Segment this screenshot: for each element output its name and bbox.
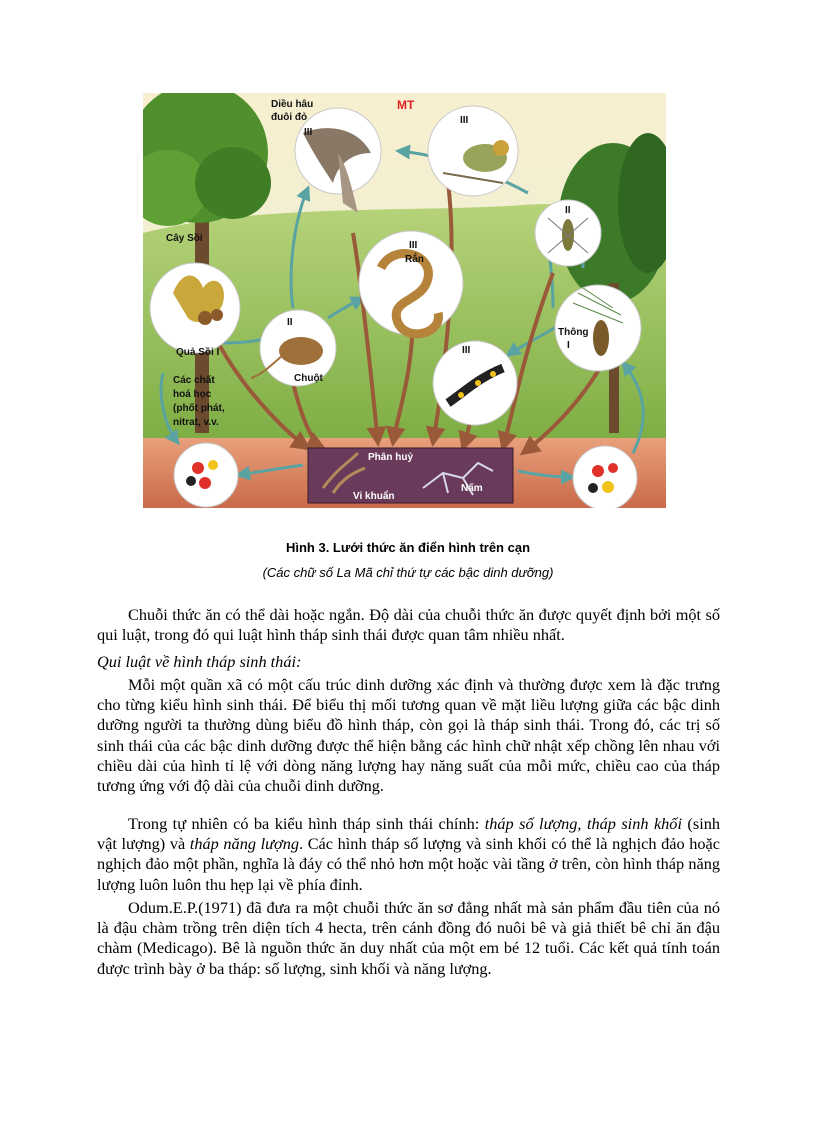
bird-level: III xyxy=(460,115,469,126)
p3-part-a: Trong tự nhiên có ba kiểu hình tháp sinh thái chính: xyxy=(128,814,485,833)
hawk-level: III xyxy=(304,127,313,138)
section-heading: Qui luật về hình tháp sinh thái: xyxy=(97,652,302,671)
paragraph-1-text: Chuỗi thức ăn có thể dài hoặc ngắn. Độ dài của chuỗi thức ăn được quyết định bởi một số qui luật, trong đó qui luật hình tháp sinh thái được quan tâm nhiều nhất. xyxy=(97,605,720,645)
pine-label: Thông xyxy=(558,327,589,338)
p3-term-number-pyramid: tháp số lượng xyxy=(484,814,578,833)
section-heading-block xyxy=(97,652,720,672)
chemicals-label-3: (phốt phát, xyxy=(173,403,225,414)
insect-level: II xyxy=(565,205,571,216)
p3-term-energy-pyramid: tháp năng lượng xyxy=(189,834,299,854)
food-web-illustration xyxy=(143,93,666,508)
chemicals-left-circle xyxy=(174,443,238,507)
hawk-label-2: đuôi đỏ xyxy=(271,112,308,123)
figure-caption-title: Hình 3. Lưới thức ăn điển hình trên cạn xyxy=(285,540,531,555)
paragraph-4 xyxy=(97,898,720,979)
pine-level: I xyxy=(567,340,570,351)
acorn-label: Quả Sồi I xyxy=(176,347,220,358)
snake-label: Rắn xyxy=(405,254,424,265)
food-web-figure xyxy=(143,93,666,508)
paragraph-2-text: Mỗi một quần xã có một cấu trúc dinh dưỡng xác định và thường được xem là đặc trưng cho từng kiểu hình sinh thái. Để biểu thị mối tương quan về mặt liều lượng giữa các bậc dinh dưỡng người ta thường dùng biểu đồ hình tháp, còn gọi là tháp sinh thái. Trong đó, các trị số sinh thái của các bậc dinh dưỡng được thể hiện bằng các hình chữ nhật xếp chồng lên nhau với chiều dài của hình tỉ lệ với dòng năng lượng hay năng suất của mỗi mức, chiều cao của tháp tương ứng với độ dài của chuỗi dinh dưỡng. xyxy=(97,675,720,796)
salamander-circle xyxy=(433,341,517,425)
oak-tree-label: Cây Sồi xyxy=(166,233,203,244)
mouse-label: Chuột xyxy=(294,373,323,384)
paragraph-3-text xyxy=(97,814,720,895)
oak-leaf-circle xyxy=(150,263,240,353)
mouse-level: II xyxy=(287,317,293,328)
paragraph-2 xyxy=(97,675,720,796)
p3-term-biomass-pyramid: tháp sinh khối xyxy=(586,814,682,833)
p3-part-d: . Các hình tháp số lượng và sinh khối có thể là nghịch đảo hoặc nghịch đảo một phần, nghĩa là đáy có thể nhỏ hơn một hoặc vài tầng ở trên, còn hình tháp năng lượng luôn luôn thu hẹp lại về phía đỉnh. xyxy=(97,834,720,894)
p3-part-b: , xyxy=(577,814,587,833)
paragraph-4-text: Odum.E.P.(1971) đã đưa ra một chuỗi thức ăn sơ đẳng nhất mà sản phẩm đầu tiên của nó là đậu chàm trồng trên diện tích 4 hecta, trên cánh đồng đó nuôi bê và giả thiết bê chỉ ăn đậu chàm (Medicago). Bê là nguồn thức ăn duy nhất của một em bé 12 tuổi. Các kết quả tính toán được trình bày ở ba tháp: số lượng, sinh khối và năng lượng. xyxy=(97,898,720,978)
fungi-label: Nấm xyxy=(461,483,483,494)
chemicals-label-4: nitrat, v.v. xyxy=(173,417,219,428)
sun-label: MT xyxy=(397,98,415,112)
chemicals-label-1: Các chất xyxy=(173,375,215,386)
salamander-level: III xyxy=(462,345,471,356)
bird-circle xyxy=(428,106,518,196)
hawk-label: Diều hâu xyxy=(271,99,314,110)
bacteria-label: Vi khuẩn xyxy=(353,491,395,502)
figure-caption-subtitle: (Các chữ số La Mã chỉ thứ tự các bậc dinh dưỡng) xyxy=(262,565,554,580)
decomposer-label: Phân huỷ xyxy=(368,452,414,463)
chemicals-right-circle xyxy=(573,446,637,508)
snake-level: III xyxy=(409,240,418,251)
chemicals-label-2: hoá học xyxy=(173,389,212,400)
p3-part-c: (sinh vật lượng) và xyxy=(97,814,720,854)
paragraph-1 xyxy=(97,605,720,645)
paragraph-3 xyxy=(97,814,720,895)
